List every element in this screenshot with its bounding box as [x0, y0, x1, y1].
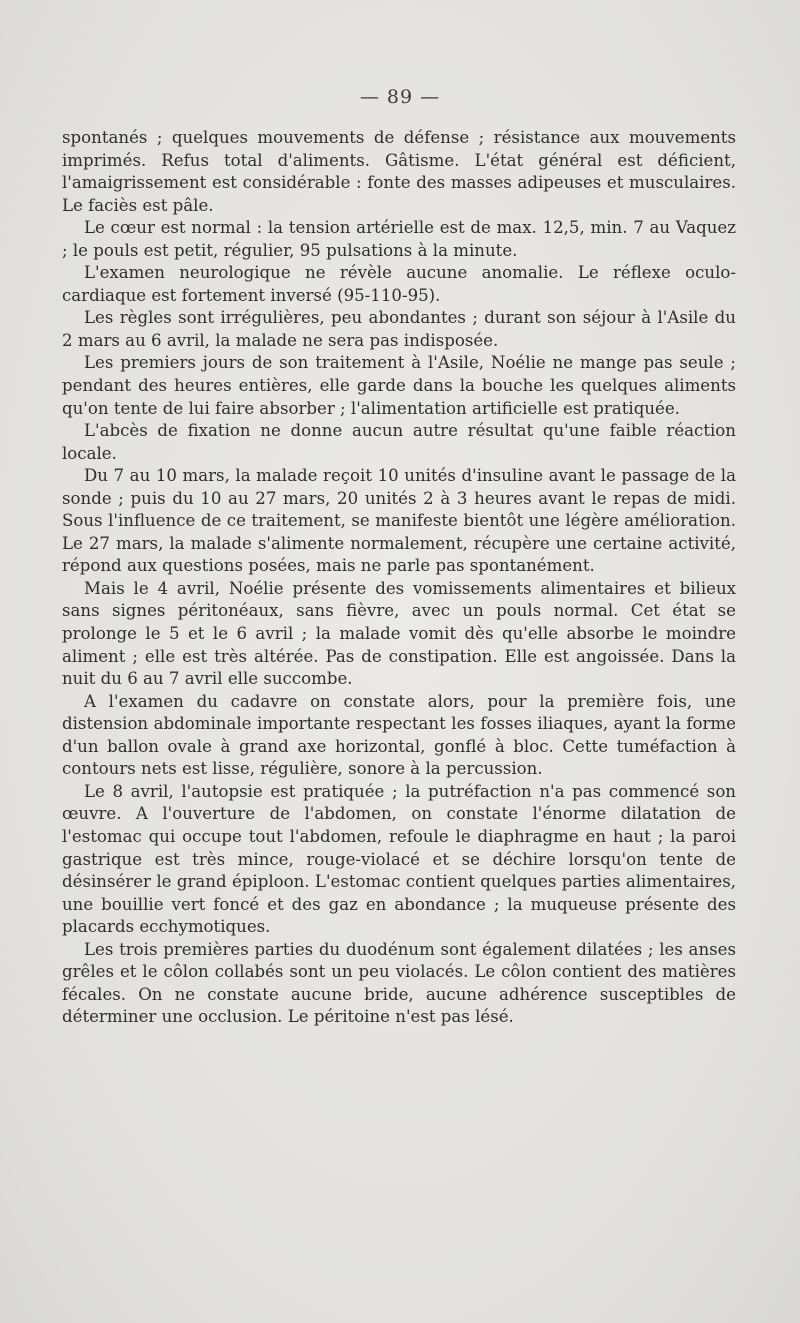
- paragraph-11: Les trois premières parties du duodénum sont également dilatées ; les anses grêles et le côlon collabés sont un peu violacés. Le côlon contient des matières fécales. On ne constate aucune bride, aucune adhérence susceptibles de déterminer une occlusion. Le péritoine n'est pas lésé.: [62, 939, 736, 1027]
- paragraph-3: L'examen neurologique ne révèle aucune anomalie. Le réflexe oculo-cardiaque est fortement inversé (95-110-95).: [62, 263, 736, 305]
- body-text: [62, 127, 736, 1029]
- page-number: — 89 —: [359, 86, 441, 108]
- paragraph-9: A l'examen du cadavre on constate alors, pour la première fois, une distension abdominale importante respectant les fosses iliaques, ayant la forme d'un ballon ovale à grand axe horizontal, gonflé à bloc. Cette tuméfaction à contours nets est lisse, régulière, sonore à la percussion.: [62, 691, 736, 779]
- paragraph-10: Le 8 avril, l'autopsie est pratiquée ; la putréfaction n'a pas commencé son œuvre. A l'ouverture de l'abdomen, on constate l'énorme dilatation de l'estomac qui occupe tout l'abdomen, refoule le diaphragme en haut ; la paroi gastrique est très mince, rouge-violacé et se déchire lorsqu'on tente de désinsérer le grand épiploon. L'estomac contient quelques parties alimentaires, une bouillie vert foncé et des gaz en abondance ; la muqueuse présente des placards ecchymotiques.: [62, 781, 736, 937]
- paragraph-8: Mais le 4 avril, Noélie présente des vomissements alimentaires et bilieux sans signes péritonéaux, sans fièvre, avec un pouls normal. Cet état se prolonge le 5 et le 6 avril ; la malade vomit dès qu'elle absorbe le moindre aliment ; elle est très altérée. Pas de constipation. Elle est angoissée. Dans la nuit du 6 au 7 avril elle succombe.: [62, 578, 736, 689]
- paragraph-4: Les règles sont irrégulières, peu abondantes ; durant son séjour à l'Asile du 2 mars au 6 avril, la malade ne sera pas indisposée.: [62, 308, 736, 350]
- paragraph-2: Le cœur est normal : la tension artérielle est de max. 12,5, min. 7 au Vaquez ; le pouls est petit, régulier, 95 pulsations à la minute.: [62, 218, 736, 260]
- paragraph-5: Les premiers jours de son traitement à l'Asile, Noélie ne mange pas seule ; pendant des heures entières, elle garde dans la bouche les quelques aliments qu'on tente de lui faire absorber ; l'alimentation artificielle est pratiquée.: [62, 353, 736, 418]
- paragraph-1: spontanés ; quelques mouvements de défense ; résistance aux mouvements imprimés. Refus total d'aliments. Gâtisme. L'état général est déficient, l'amaigrissement est considérable : fonte des masses adipeuses et musculaires. Le faciès est pâle.: [62, 128, 736, 215]
- paragraph-6: L'abcès de fixation ne donne aucun autre résultat qu'une faible réaction locale.: [62, 421, 736, 463]
- paragraph-7: Du 7 au 10 mars, la malade reçoit 10 unités d'insuline avant le passage de la sonde ; puis du 10 au 27 mars, 20 unités 2 à 3 heures avant le repas de midi. Sous l'influence de ce traitement, se manifeste bientôt une légère amélioration. Le 27 mars, la malade s'alimente normalement, récupère une certaine activité, répond aux questions posées, mais ne parle pas spontanément.: [62, 466, 736, 576]
